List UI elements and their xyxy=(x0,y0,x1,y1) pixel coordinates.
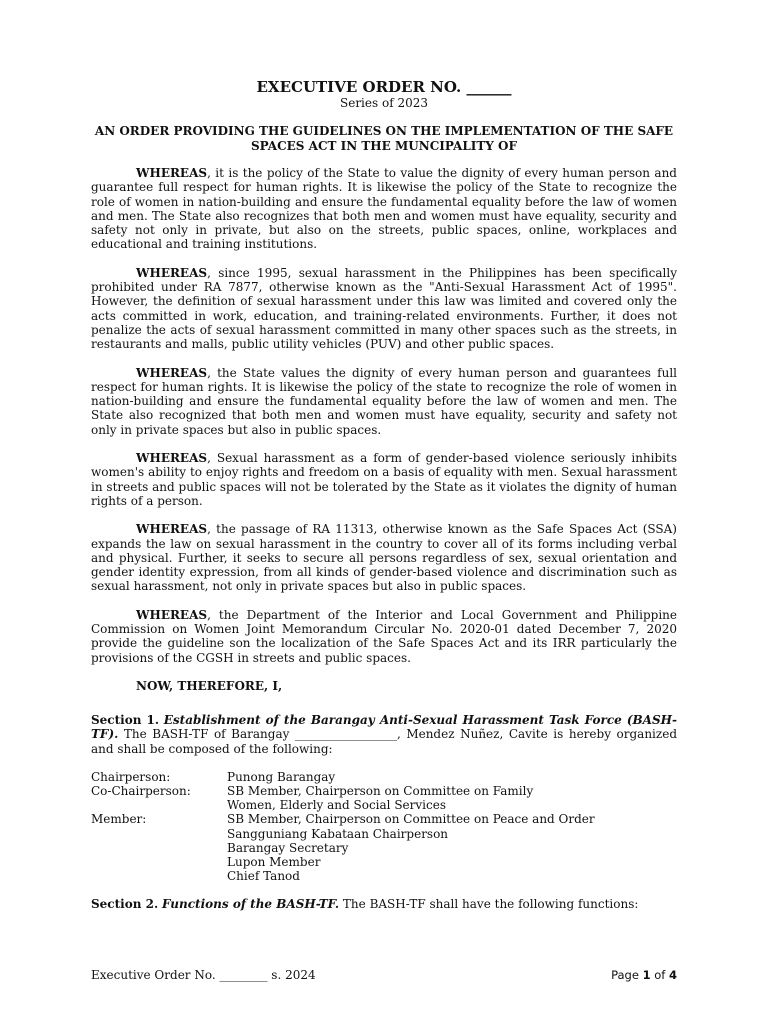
document-heading: AN ORDER PROVIDING THE GUIDELINES ON THE IMPLEMENTATION OF THE SAFE SPACES ACT IN THE MUNCIPALITY OF xyxy=(94,124,674,153)
member-name: SB Member, Chairperson on Committee on Peace and Order xyxy=(227,812,595,827)
now-therefore-line: NOW, THEREFORE, I, xyxy=(136,678,283,693)
member-role xyxy=(91,798,227,812)
member-role xyxy=(91,841,227,855)
member-name: SB Member, Chairperson on Committee on Family xyxy=(227,784,534,798)
section-1 xyxy=(91,713,677,756)
member-role xyxy=(91,855,227,869)
page-number xyxy=(611,968,677,982)
member-name: Chief Tanod xyxy=(227,869,300,884)
member-row xyxy=(91,798,677,812)
member-role xyxy=(91,869,227,883)
page-footer xyxy=(91,968,677,982)
member-role xyxy=(91,827,227,841)
member-name: Sangguniang Kabataan Chairperson xyxy=(227,826,449,841)
whereas-paragraph-1 xyxy=(91,166,677,252)
document-series: Series of 2023 xyxy=(340,96,428,110)
whereas-lead: WHEREAS xyxy=(136,365,208,380)
whereas-text: , since 1995, sexual harassment in the Philippines has been specifically prohibited under RA 7877, otherwise known as the "Anti-Sexual Harassment Act of 1995". However, the definition of sexual harassment under this law was limited and covered only the acts committed in work, education, and training-related environments. Further, it does not penalize the acts of sexual harassment committed in many other spaces such as the streets, in restaurants and malls, public utility vehicles (PUV) and other public spaces. xyxy=(91,265,677,352)
member-row xyxy=(91,784,677,798)
whereas-lead: WHEREAS xyxy=(136,166,208,180)
section-2-title: Functions of the BASH-TF. xyxy=(161,897,340,912)
member-role: Member: xyxy=(91,812,147,827)
whereas-text: , the State values the dignity of every human person and guarantees full respect for human rights. It is likewise the policy of the state to recognize the role of women in nation-building and ensure the fundamental equality before the law of women and men. The State also recognized that both men and women must have equality, security and safety not only in private spaces but also in public spaces. xyxy=(91,365,677,437)
member-row xyxy=(91,770,677,784)
section-1-label: Section 1. xyxy=(91,712,160,727)
member-row xyxy=(91,812,677,826)
whereas-lead: WHEREAS xyxy=(136,265,208,280)
whereas-lead: WHEREAS xyxy=(136,607,208,622)
member-row xyxy=(91,827,677,841)
member-name: Lupon Member xyxy=(227,855,321,870)
whereas-paragraph-3 xyxy=(91,366,677,437)
member-name: Barangay Secretary xyxy=(227,840,349,855)
whereas-paragraph-6 xyxy=(91,608,677,665)
member-name: Punong Barangay xyxy=(227,769,336,784)
whereas-lead: WHEREAS xyxy=(136,522,208,537)
member-row xyxy=(91,855,677,869)
member-row xyxy=(91,869,677,883)
section-1-text: The BASH-TF of Barangay _________________, Mendez Nuñez, Cavite is hereby organized and shall be composed of the following: xyxy=(91,727,677,756)
page-of: of xyxy=(650,968,669,982)
whereas-text: , the Department of the Interior and Local Government and Philippine Commission on Women Joint Memorandum Circular No. 2020-01 dated December 7, 2020 provide the guideline son the localization of the Safe Spaces Act and its IRR particularly the provisions of the CGSH in streets and public spaces. xyxy=(91,607,677,665)
member-role: Chairperson: xyxy=(91,769,171,784)
page-word: Page xyxy=(611,968,643,982)
whereas-lead: WHEREAS xyxy=(136,451,208,466)
whereas-paragraph-4 xyxy=(91,451,677,508)
whereas-paragraph-5 xyxy=(91,522,677,593)
page-total: 4 xyxy=(668,968,677,982)
member-row xyxy=(91,841,677,855)
footer-order-reference: Executive Order No. ________ s. 2024 xyxy=(91,968,316,982)
member-role: Co-Chairperson: xyxy=(91,784,191,798)
whereas-text: , the passage of RA 11313, otherwise known as the Safe Spaces Act (SSA) expands the law on sexual harassment in the country to cover all of its forms including verbal and physical. Further, it seeks to secure all persons regardless of sex, sexual orientation and gender identity expression, from all kinds of gender-based violence and discrimination such as sexual harassment, not only in private spaces but also in public spaces. xyxy=(91,522,677,594)
section-2 xyxy=(91,897,677,911)
page-current: 1 xyxy=(642,968,651,982)
whereas-paragraph-2 xyxy=(91,266,677,352)
whereas-text: , it is the policy of the State to value the dignity of every human person and guarantee full respect for human rights. It is likewise the policy of the State to recognize the role of women in nation-building and ensure the fundamental equality before the law of women and men. The State also recognizes that both men and women must have equality, security and safety not only in private, but also on the streets, public spaces, online, workplaces and educational and training institutions. xyxy=(91,166,677,252)
document-title: EXECUTIVE ORDER NO. ______ xyxy=(256,78,512,96)
section-2-label: Section 2. xyxy=(91,897,159,912)
whereas-text: , Sexual harassment as a form of gender-based violence seriously inhibits women's ability to enjoy rights and freedom on a basis of equality with men. Sexual harassment in streets and public spaces will not be tolerated by the State as it violates the dignity of human rights of a person. xyxy=(91,451,677,508)
member-name: Women, Elderly and Social Services xyxy=(227,798,446,813)
section-2-text: The BASH-TF shall have the following functions: xyxy=(339,897,639,912)
section-1-title: Establishment of the Barangay Anti-Sexual Harassment Task Force (BASH-TF). xyxy=(91,712,677,742)
task-force-members xyxy=(91,770,677,884)
